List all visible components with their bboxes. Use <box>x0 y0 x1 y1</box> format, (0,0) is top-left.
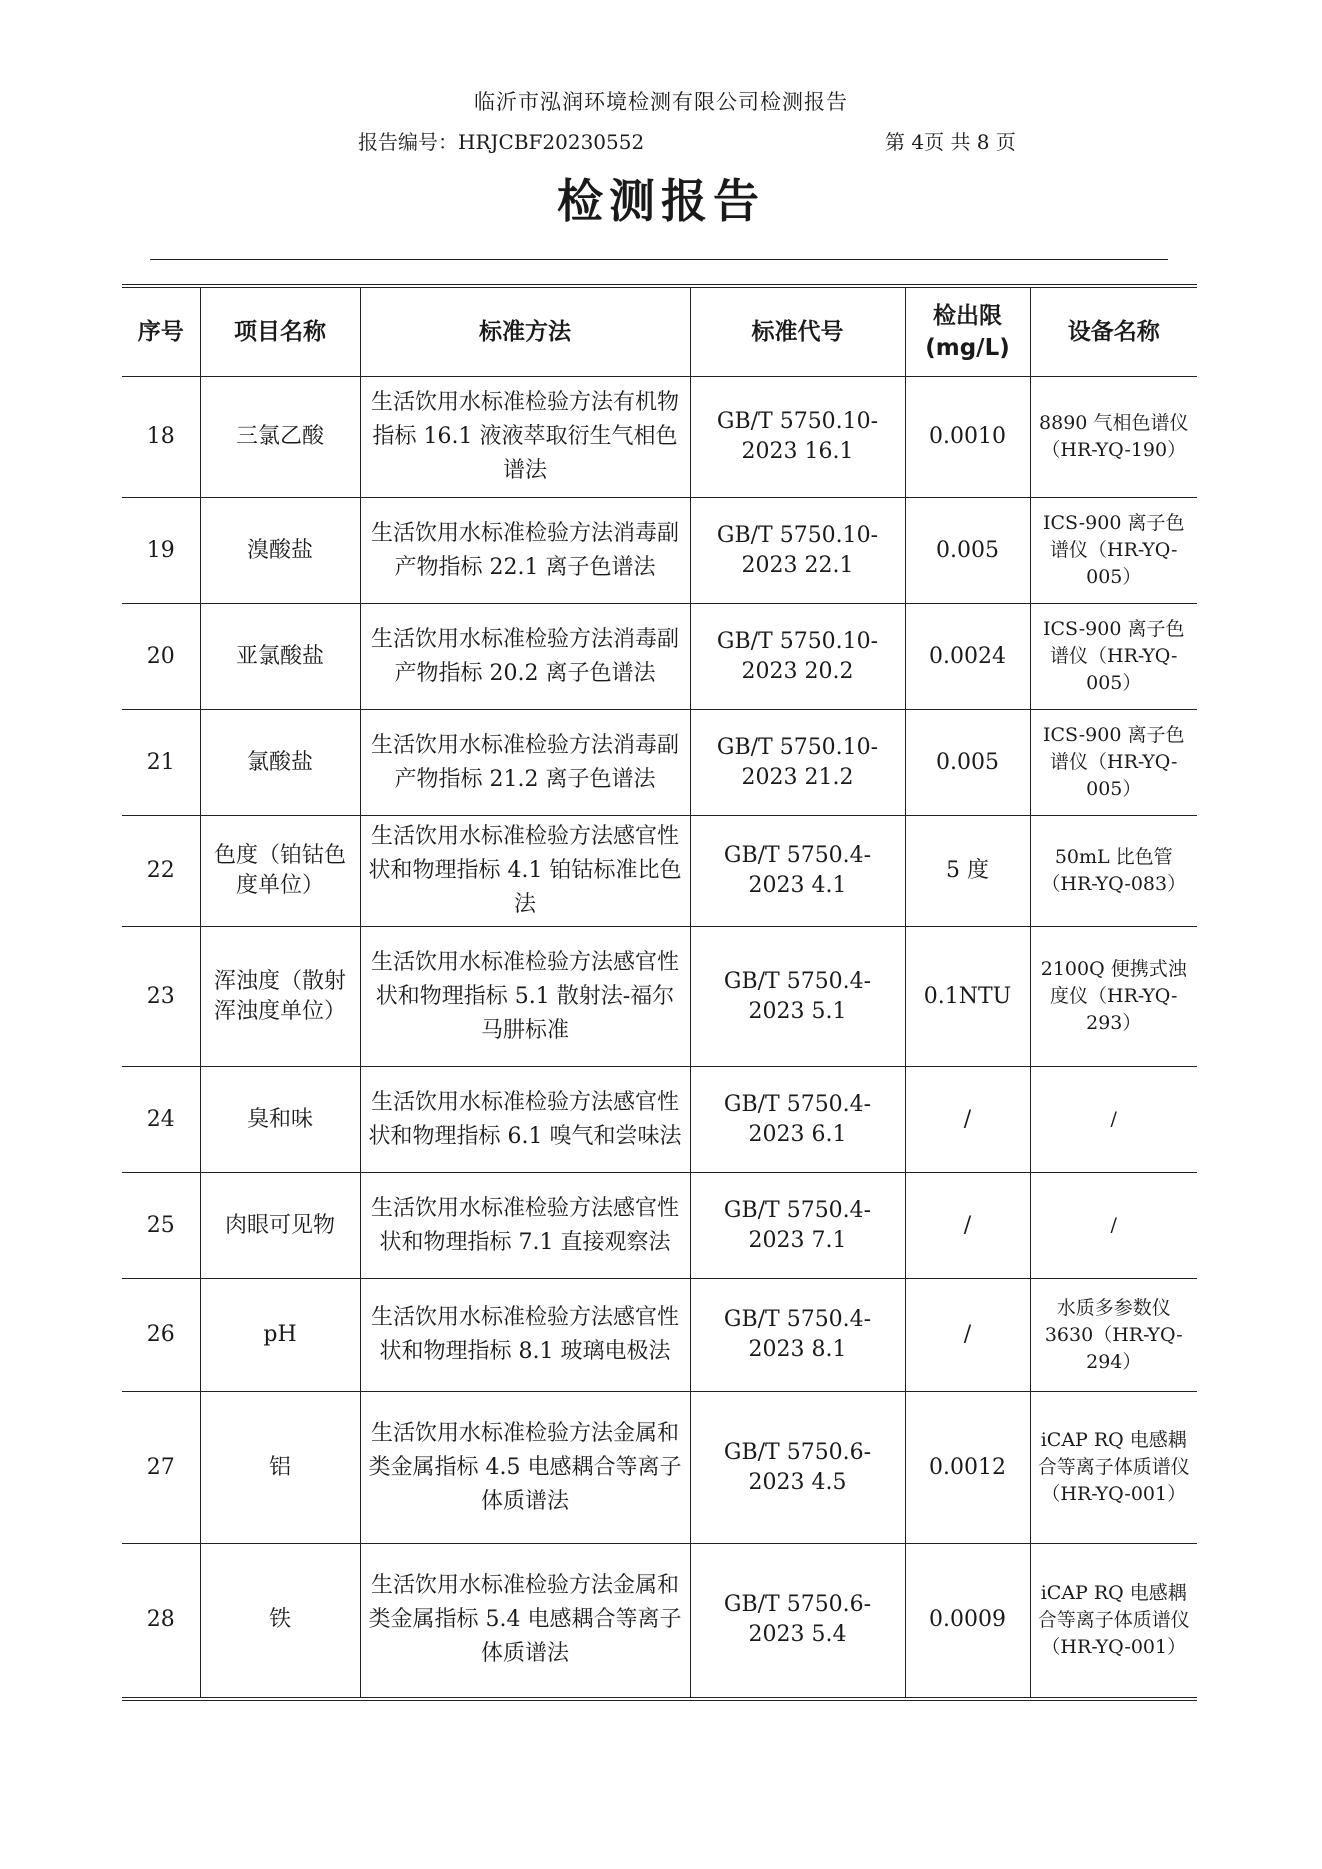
standard-method: 生活饮用水标准检验方法感官性状和物理指标 6.1 嗅气和尝味法 <box>360 1067 690 1173</box>
standard-code: GB/T 5750.4-2023 7.1 <box>690 1173 905 1279</box>
standard-method: 生活饮用水标准检验方法感官性状和物理指标 7.1 直接观察法 <box>360 1173 690 1279</box>
standard-code: GB/T 5750.6-2023 5.4 <box>690 1544 905 1699</box>
detection-limit: 0.005 <box>905 498 1030 604</box>
report-number: 报告编号：HRJCBF20230552 <box>358 130 645 154</box>
row-number: 22 <box>122 816 200 927</box>
item-name: 氯酸盐 <box>200 710 360 816</box>
row-number: 21 <box>122 710 200 816</box>
item-name: 色度（铂钴色度单位） <box>200 816 360 927</box>
equipment-name: / <box>1030 1173 1197 1279</box>
standard-method: 生活饮用水标准检验方法有机物指标 16.1 液液萃取衍生气相色谱法 <box>360 377 690 498</box>
equipment-name: 水质多参数仪 3630（HR-YQ-294） <box>1030 1279 1197 1392</box>
column-header-no: 序号 <box>122 286 200 377</box>
table-row <box>122 816 1197 927</box>
standard-method: 生活饮用水标准检验方法感官性状和物理指标 5.1 散射法-福尔马肼标准 <box>360 927 690 1067</box>
equipment-name: 50mL 比色管（HR-YQ-083） <box>1030 816 1197 927</box>
table-header-row <box>122 286 1197 377</box>
column-header-method: 标准方法 <box>360 286 690 377</box>
item-name: 浑浊度（散射浑浊度单位） <box>200 927 360 1067</box>
standard-code: GB/T 5750.10-2023 16.1 <box>690 377 905 498</box>
row-number: 18 <box>122 377 200 498</box>
item-name: pH <box>200 1279 360 1392</box>
detection-limit: 0.0024 <box>905 604 1030 710</box>
column-header-limit: 检出限 (mg/L) <box>905 286 1030 377</box>
equipment-name: / <box>1030 1067 1197 1173</box>
equipment-name: 8890 气相色谱仪（HR-YQ-190） <box>1030 377 1197 498</box>
row-number: 20 <box>122 604 200 710</box>
row-number: 23 <box>122 927 200 1067</box>
standard-method: 生活饮用水标准检验方法消毒副产物指标 22.1 离子色谱法 <box>360 498 690 604</box>
standard-method: 生活饮用水标准检验方法消毒副产物指标 21.2 离子色谱法 <box>360 710 690 816</box>
detection-limit: 0.0009 <box>905 1544 1030 1699</box>
table-row <box>122 1392 1197 1544</box>
standard-code: GB/T 5750.10-2023 20.2 <box>690 604 905 710</box>
standard-method: 生活饮用水标准检验方法消毒副产物指标 20.2 离子色谱法 <box>360 604 690 710</box>
equipment-name: ICS-900 离子色谱仪（HR-YQ-005） <box>1030 710 1197 816</box>
item-name: 肉眼可见物 <box>200 1173 360 1279</box>
row-number: 25 <box>122 1173 200 1279</box>
standard-method: 生活饮用水标准检验方法金属和类金属指标 4.5 电感耦合等离子体质谱法 <box>360 1392 690 1544</box>
row-number: 28 <box>122 1544 200 1699</box>
table-row <box>122 498 1197 604</box>
row-number: 19 <box>122 498 200 604</box>
company-report-header: 临沂市泓润环境检测有限公司检测报告 <box>474 90 848 114</box>
detection-limit: 5 度 <box>905 816 1030 927</box>
standard-code: GB/T 5750.10-2023 22.1 <box>690 498 905 604</box>
table-row <box>122 927 1197 1067</box>
equipment-name: ICS-900 离子色谱仪（HR-YQ-005） <box>1030 498 1197 604</box>
standard-code: GB/T 5750.4-2023 5.1 <box>690 927 905 1067</box>
item-name: 亚氯酸盐 <box>200 604 360 710</box>
detection-limit: 0.0010 <box>905 377 1030 498</box>
detection-limit: / <box>905 1173 1030 1279</box>
equipment-name: iCAP RQ 电感耦合等离子体质谱仪（HR-YQ-001） <box>1030 1544 1197 1699</box>
table-row <box>122 1279 1197 1392</box>
equipment-name: ICS-900 离子色谱仪（HR-YQ-005） <box>1030 604 1197 710</box>
column-header-code: 标准代号 <box>690 286 905 377</box>
row-number: 24 <box>122 1067 200 1173</box>
equipment-name: 2100Q 便携式浊度仪（HR-YQ-293） <box>1030 927 1197 1067</box>
table-row <box>122 710 1197 816</box>
item-name: 臭和味 <box>200 1067 360 1173</box>
standard-code: GB/T 5750.10-2023 21.2 <box>690 710 905 816</box>
page-number: 第 4页 共 8 页 <box>885 130 1016 154</box>
table-row <box>122 1544 1197 1699</box>
results-table <box>122 284 1197 1701</box>
row-number: 26 <box>122 1279 200 1392</box>
detection-limit: 0.1NTU <box>905 927 1030 1067</box>
equipment-name: iCAP RQ 电感耦合等离子体质谱仪（HR-YQ-001） <box>1030 1392 1197 1544</box>
table-row <box>122 604 1197 710</box>
detection-limit: 0.005 <box>905 710 1030 816</box>
table-row <box>122 1173 1197 1279</box>
item-name: 铁 <box>200 1544 360 1699</box>
detection-limit: 0.0012 <box>905 1392 1030 1544</box>
item-name: 铝 <box>200 1392 360 1544</box>
table-body <box>122 377 1197 1699</box>
column-header-item: 项目名称 <box>200 286 360 377</box>
detection-limit: / <box>905 1279 1030 1392</box>
standard-method: 生活饮用水标准检验方法感官性状和物理指标 8.1 玻璃电极法 <box>360 1279 690 1392</box>
standard-code: GB/T 5750.6-2023 4.5 <box>690 1392 905 1544</box>
standard-code: GB/T 5750.4-2023 6.1 <box>690 1067 905 1173</box>
title-divider <box>150 259 1168 260</box>
standard-code: GB/T 5750.4-2023 4.1 <box>690 816 905 927</box>
detection-limit: / <box>905 1067 1030 1173</box>
standard-method: 生活饮用水标准检验方法金属和类金属指标 5.4 电感耦合等离子体质谱法 <box>360 1544 690 1699</box>
table-row <box>122 1067 1197 1173</box>
item-name: 溴酸盐 <box>200 498 360 604</box>
table-row <box>122 377 1197 498</box>
row-number: 27 <box>122 1392 200 1544</box>
page-title: 检测报告 <box>557 174 765 228</box>
item-name: 三氯乙酸 <box>200 377 360 498</box>
standard-method: 生活饮用水标准检验方法感官性状和物理指标 4.1 铂钴标准比色法 <box>360 816 690 927</box>
standard-code: GB/T 5750.4-2023 8.1 <box>690 1279 905 1392</box>
column-header-equipment: 设备名称 <box>1030 286 1197 377</box>
